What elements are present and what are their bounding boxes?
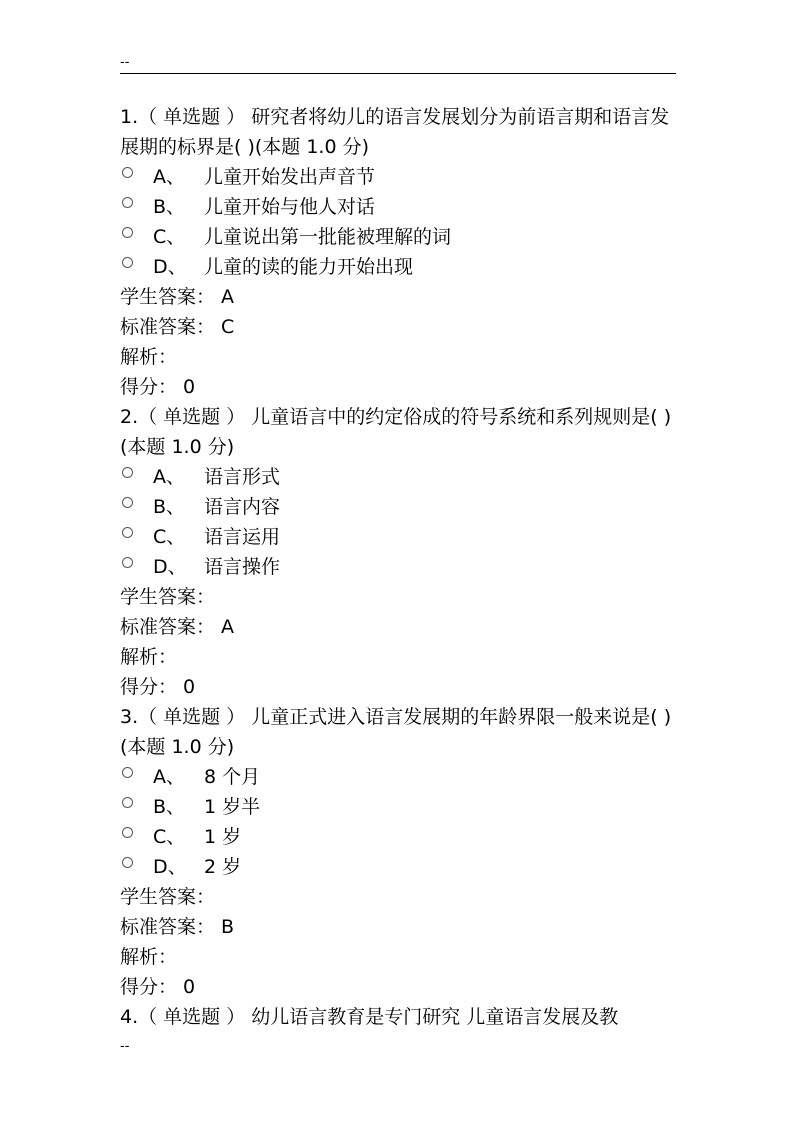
option-text: 1 岁 <box>204 826 242 848</box>
option-text: 儿童开始发出声音节 <box>204 166 376 188</box>
analysis: 解析： <box>120 346 178 368</box>
question-stem: 1.（ 单选题 ） 研究者将幼儿的语言发展划分为前语言期和语言发展期的标界是( )(本题 1.0 分) <box>120 106 670 158</box>
score: 得分： 0 <box>120 676 196 698</box>
option-letter: B、 <box>153 196 186 218</box>
option-c[interactable] <box>120 222 676 252</box>
question-2 <box>120 402 676 702</box>
radio-icon[interactable] <box>122 857 133 868</box>
option-b[interactable] <box>120 192 676 222</box>
option-text: 1 岁半 <box>204 796 261 818</box>
question-3 <box>120 702 676 1002</box>
option-letter: A、 <box>153 766 185 788</box>
option-d[interactable] <box>120 252 676 282</box>
option-letter: C、 <box>153 526 186 548</box>
option-text: 儿童的读的能力开始出现 <box>204 256 414 278</box>
radio-icon[interactable] <box>122 467 133 478</box>
student-answer: 学生答案： <box>120 886 216 908</box>
standard-answer: 标准答案： A <box>120 616 235 638</box>
option-text: 语言形式 <box>204 466 281 488</box>
option-b[interactable] <box>120 792 676 822</box>
analysis: 解析： <box>120 646 178 668</box>
option-a[interactable] <box>120 462 676 492</box>
question-list <box>120 102 676 1032</box>
standard-answer: 标准答案： C <box>120 316 235 338</box>
option-text: 2 岁 <box>204 856 242 878</box>
score: 得分： 0 <box>120 976 196 998</box>
radio-icon[interactable] <box>122 497 133 508</box>
option-text: 8 个月 <box>204 766 261 788</box>
option-a[interactable] <box>120 762 676 792</box>
option-text: 语言操作 <box>204 556 281 578</box>
radio-icon[interactable] <box>122 527 133 538</box>
radio-icon[interactable] <box>122 827 133 838</box>
question-1 <box>120 102 676 402</box>
footer-mark: -- <box>120 1039 130 1054</box>
score: 得分： 0 <box>120 376 196 398</box>
student-answer: 学生答案： A <box>120 286 235 308</box>
option-letter: D、 <box>153 856 187 878</box>
option-letter: C、 <box>153 226 186 248</box>
radio-icon[interactable] <box>122 797 133 808</box>
question-stem: 4.（ 单选题 ） 幼儿语言教育是专门研究 儿童语言发展及教 <box>120 1006 619 1028</box>
radio-icon[interactable] <box>122 557 133 568</box>
option-letter: A、 <box>153 166 185 188</box>
radio-icon[interactable] <box>122 167 133 178</box>
option-c[interactable] <box>120 522 676 552</box>
question-stem: 3.（ 单选题 ） 儿童正式进入语言发展期的年龄界限一般来说是( )(本题 1.0 分) <box>120 706 672 758</box>
option-letter: B、 <box>153 796 186 818</box>
option-a[interactable] <box>120 162 676 192</box>
student-answer: 学生答案： <box>120 586 216 608</box>
option-text: 儿童说出第一批能被理解的词 <box>204 226 452 248</box>
option-text: 语言运用 <box>204 526 281 548</box>
header-mark: -- <box>120 55 130 70</box>
radio-icon[interactable] <box>122 197 133 208</box>
radio-icon[interactable] <box>122 767 133 778</box>
radio-icon[interactable] <box>122 227 133 238</box>
option-letter: C、 <box>153 826 186 848</box>
option-letter: D、 <box>153 256 187 278</box>
option-d[interactable] <box>120 852 676 882</box>
analysis: 解析： <box>120 946 178 968</box>
option-c[interactable] <box>120 822 676 852</box>
option-letter: B、 <box>153 496 186 518</box>
question-stem: 2.（ 单选题 ） 儿童语言中的约定俗成的符号系统和系列规则是( )(本题 1.0 分) <box>120 406 672 458</box>
option-text: 语言内容 <box>204 496 281 518</box>
standard-answer: 标准答案： B <box>120 916 235 938</box>
option-letter: D、 <box>153 556 187 578</box>
question-4 <box>120 1002 676 1032</box>
radio-icon[interactable] <box>122 257 133 268</box>
option-b[interactable] <box>120 492 676 522</box>
header-rule <box>120 73 676 74</box>
option-d[interactable] <box>120 552 676 582</box>
option-text: 儿童开始与他人对话 <box>204 196 376 218</box>
option-letter: A、 <box>153 466 185 488</box>
